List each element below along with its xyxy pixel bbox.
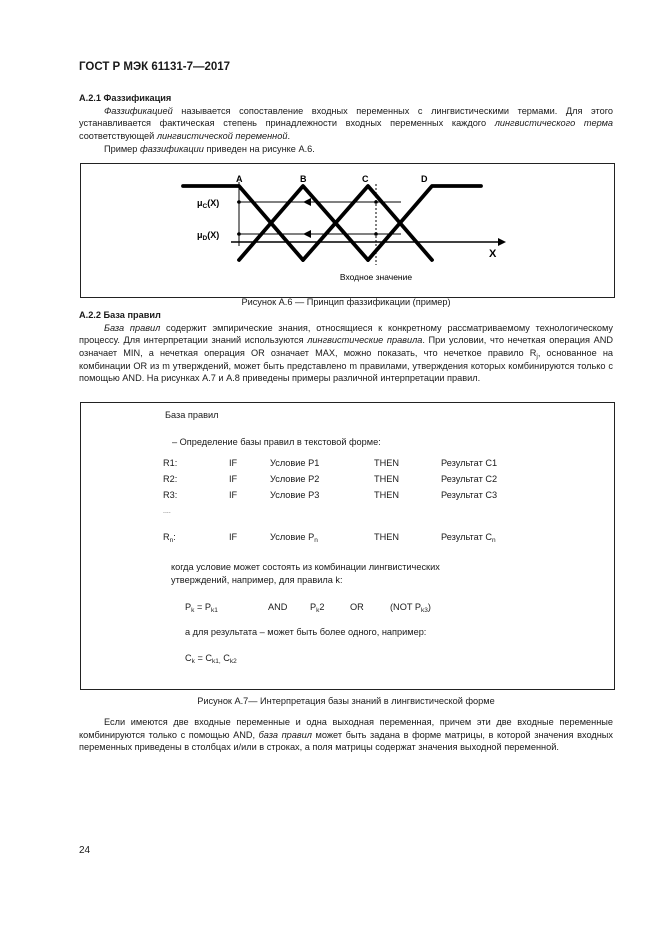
paragraph: База правил содержит эмпирические знания, относящиеся к конкретному рассматриваемому технологическому процессу. Для интерпретации знаний используются лингвистические правила. При условии, что нечеткая операция AND означает MIN, а нечеткая операция OR означает MAX, можно показать, что нечеткое правило $R_j$, основанное на комбинации OR из m утверждений, может быть представлено m правилами, утверждения которых комбинируются только с помощью AND. На рисунках А.7 и А.8 приведены примеры различной интерпретации правил.	[79, 322, 614, 384]
page-number: 24	[79, 845, 91, 856]
closing-paragraph: Если имеются две входные переменные и одна выходная переменная, причем эти две входные переменные комбинируются только с помощью AND, база правил может быть задана в форме матрицы, в которой значения входных переменных приведены в столбцах и/или в строках, а поля матрицы содержат значения выходной переменной.	[79, 717, 613, 753]
rule-base-intro: – Определение базы правил в текстовой форме:	[172, 437, 381, 447]
fuzzification-diagram	[81, 164, 614, 297]
rules-ellipsis: ....	[163, 508, 171, 515]
rule-base-title: База правил	[165, 410, 219, 420]
figure-a6-caption: Рисунок А.6 — Принцип фаззификации (пример)	[241, 297, 451, 307]
mu-c-label: $\mu_C(X)$	[197, 198, 220, 210]
rule-note: утверждений, например, для правила k:	[171, 575, 343, 585]
mu-d-label: $\mu_D(X)$	[197, 230, 220, 242]
section-heading: А.2.2 База правил	[79, 310, 161, 320]
fuzzy-set-a-label: A	[236, 174, 243, 184]
paragraph: Фаззификацией называется сопоставление входных переменных с лингвистическими термами. Для этого устанавливается фактическая степень принадлежности входных переменных каждого лингвистического терма соответствующей лингвистической переменной.	[79, 105, 613, 142]
rule-note: когда условие может состоять из комбинации лингвистических	[171, 562, 440, 572]
figure-a7-caption: Рисунок А.7— Интерпретация базы знаний в лингвистической форме	[197, 696, 495, 706]
document-header: ГОСТ Р МЭК 61131-7—2017	[79, 61, 231, 73]
figure-a7-frame: База правил – Определение базы правил в текстовой форме: R1: IF Условие P1 THEN Результат C1 R2: IF Условие P2 THEN Результат C2 R3: IF Условие P3 THEN Результат C3 .... $R_n$: IF Условие $P_n$ THEN Результат $C_n$ когда условие может состоять из комбинации лингвистических утверждений, например, для правила k: $P_k = P_{k1}$ AND $P_k2$ OR (NOT $P_{k3}$) а для результата – может быть более одного, например: $C_k = C_{k1,}$ $C_{k2}$	[80, 402, 615, 690]
result-note: а для результата – может быть более одного, например:	[185, 627, 427, 637]
fuzzy-set-d-label: D	[421, 174, 428, 184]
section-a21	[79, 92, 613, 155]
paragraph: Пример фаззификации приведен на рисунке А.6.	[104, 143, 315, 154]
fuzzy-set-c-label: C	[362, 174, 369, 184]
input-value-label: Входное значение	[339, 272, 413, 282]
section-a22	[79, 309, 613, 385]
result-formula: $C_k = C_{k1,}$ $C_{k2}$	[185, 653, 237, 665]
x-axis-label: X	[489, 248, 497, 260]
fuzzy-set-b-label: B	[300, 174, 307, 184]
section-heading: А.2.1 Фаззификация	[79, 93, 172, 103]
figure-a6-frame	[80, 163, 615, 298]
